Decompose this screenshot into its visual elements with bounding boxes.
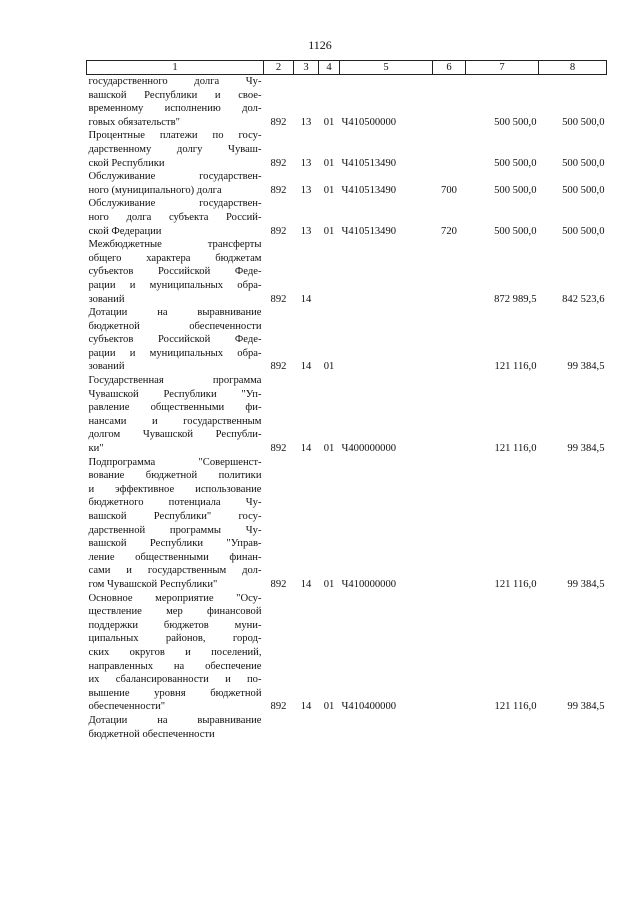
row-amount-year-1: 121 116,0 — [494, 361, 537, 373]
row-name-line: ципальных районов, город- — [88, 633, 262, 645]
row-section-code — [294, 714, 319, 741]
row-target-article: Ч410513490 — [341, 225, 397, 237]
table-row — [87, 238, 607, 306]
table-row — [87, 456, 607, 592]
row-amount-year-1: 872 989,5 — [494, 293, 537, 305]
row-amount-year-2: 500 500,0 — [562, 184, 605, 196]
row-section-code: 14 — [300, 443, 312, 455]
row-chapter-code: 892 — [270, 116, 287, 128]
row-name — [87, 306, 264, 374]
row-name — [87, 456, 264, 592]
column-header-8: 8 — [539, 61, 607, 75]
row-name-line: гом Чувашской Республики" — [88, 578, 218, 590]
row-target-article — [340, 306, 433, 374]
row-expense-type — [433, 456, 466, 592]
row-expense-type — [433, 238, 466, 306]
row-name-line: направленных на обеспечение — [88, 660, 262, 672]
row-amount-year-1: 121 116,0 — [494, 701, 537, 713]
row-name-line: их сбалансированности и по- — [88, 674, 262, 686]
row-subsection-code: 01 — [323, 225, 335, 237]
table-row — [87, 75, 607, 130]
row-name-line: ки" — [88, 443, 104, 455]
row-section-code: 14 — [300, 361, 312, 373]
row-expense-type — [433, 592, 466, 714]
row-target-article: Ч410513490 — [341, 157, 397, 169]
row-subsection-code — [319, 238, 340, 306]
row-subsection-code — [319, 714, 340, 741]
budget-table — [86, 60, 607, 741]
row-name-line: нансами и государственным — [88, 415, 262, 427]
row-name-line: Дотации на выравнивание — [88, 714, 262, 726]
row-amount-year-1: 500 500,0 — [494, 116, 537, 128]
row-section-code: 14 — [300, 701, 312, 713]
row-subsection-code: 01 — [323, 184, 335, 196]
row-name-line: сами и государственным дол- — [88, 565, 262, 577]
table-row — [87, 170, 607, 197]
row-name-line: вашской Республики" госу- — [88, 511, 262, 522]
row-name-line: говых обязательств" — [88, 116, 180, 128]
column-header-7: 7 — [466, 61, 539, 75]
table-header-row — [87, 61, 607, 75]
row-name-line: рации и муниципальных обра- — [88, 279, 262, 291]
row-name-line: Чувашской Республики "Уп- — [88, 388, 262, 400]
row-section-code: 14 — [300, 293, 312, 305]
row-amount-year-2: 842 523,6 — [562, 293, 605, 305]
row-name — [87, 170, 264, 197]
row-name-line: субъектов Российской Феде- — [88, 266, 262, 278]
row-section-code: 13 — [300, 157, 312, 169]
column-header-1: 1 — [87, 61, 264, 75]
row-target-article — [340, 714, 433, 741]
row-name-line: ских округов и поселений, — [88, 646, 262, 658]
row-name-line: Обслуживание государствен- — [88, 198, 262, 210]
row-amount-year-1: 500 500,0 — [494, 184, 537, 196]
row-amount-year-2: 99 384,5 — [567, 578, 605, 590]
row-name-line: вашской Республики и свое- — [88, 89, 262, 101]
page-number: 1126 — [308, 38, 332, 52]
row-name-line: и эффективное использование — [88, 483, 262, 495]
row-name-line: ской Республики — [88, 157, 165, 169]
row-name-line: Дотации на выравнивание — [88, 307, 262, 319]
row-expense-type — [433, 129, 466, 170]
row-subsection-code: 01 — [323, 443, 335, 455]
row-name-line: бюджетной обеспеченности — [88, 320, 262, 332]
table-row — [87, 197, 607, 238]
row-name-line: зований — [88, 361, 125, 373]
row-amount-year-2: 500 500,0 — [562, 157, 605, 169]
row-chapter-code: 892 — [270, 157, 287, 169]
row-expense-type — [433, 306, 466, 374]
row-amount-year-1: 500 500,0 — [494, 225, 537, 237]
row-section-code: 13 — [300, 116, 312, 128]
row-name — [87, 75, 264, 130]
row-expense-type — [433, 75, 466, 130]
row-name-line: рации и муниципальных обра- — [88, 347, 262, 359]
row-target-article: Ч410000000 — [341, 578, 397, 590]
row-name-line: ного долга субъекта Россий- — [88, 211, 262, 223]
row-name-line: Основное мероприятие "Осу- — [88, 592, 262, 604]
column-header-6: 6 — [433, 61, 466, 75]
row-section-code: 13 — [300, 184, 312, 196]
row-amount-year-1: 121 116,0 — [494, 443, 537, 455]
row-target-article: Ч410500000 — [341, 116, 397, 128]
row-name-line: обеспеченности" — [88, 701, 166, 713]
row-amount-year-2 — [539, 714, 607, 741]
row-name-line: ного (муниципального) долга — [88, 184, 222, 196]
row-amount-year-2: 99 384,5 — [567, 701, 605, 713]
row-name-line: дарственной программы Чу- — [88, 524, 262, 536]
row-name-line: Государственная программа — [88, 375, 262, 387]
table-row — [87, 374, 607, 456]
row-amount-year-2: 500 500,0 — [562, 225, 605, 237]
row-name-line: государственного долга Чу- — [88, 76, 262, 87]
row-name-line: общего характера бюджетам — [88, 252, 262, 264]
row-amount-year-2: 99 384,5 — [567, 443, 605, 455]
row-amount-year-2: 99 384,5 — [567, 361, 605, 373]
row-subsection-code: 01 — [323, 578, 335, 590]
column-header-5: 5 — [340, 61, 433, 75]
row-name-line: равление общественными фи- — [88, 402, 262, 414]
row-amount-year-1: 121 116,0 — [494, 578, 537, 590]
row-name-line: зований — [88, 293, 125, 305]
row-chapter-code — [264, 714, 294, 741]
row-amount-year-1 — [466, 714, 539, 741]
row-subsection-code: 01 — [323, 361, 335, 373]
row-target-article: Ч410513490 — [341, 184, 397, 196]
row-name-line: Межбюджетные трансферты — [88, 239, 262, 251]
row-chapter-code: 892 — [270, 443, 287, 455]
row-name-line: временному исполнению дол- — [88, 103, 262, 115]
row-name-line: Обслуживание государствен- — [88, 171, 262, 183]
row-name-line: Процентные платежи по госу- — [88, 130, 262, 142]
row-amount-year-1: 500 500,0 — [494, 157, 537, 169]
row-name-line: бюджетного потенциала Чу- — [88, 497, 262, 509]
table-row — [87, 592, 607, 714]
row-subsection-code: 01 — [323, 116, 335, 128]
row-name-line: ществление мер финансовой — [88, 606, 262, 618]
row-name-line: вашской Республики "Управ- — [88, 538, 262, 550]
row-expense-type — [433, 714, 466, 741]
row-section-code: 14 — [300, 578, 312, 590]
row-name — [87, 197, 264, 238]
row-subsection-code: 01 — [323, 157, 335, 169]
row-chapter-code: 892 — [270, 293, 287, 305]
row-target-article: Ч400000000 — [341, 443, 397, 455]
row-name-line: ской Федерации — [88, 225, 162, 237]
row-expense-type: 720 — [441, 225, 457, 237]
row-name-line: бюджетной обеспеченности — [88, 728, 215, 740]
table-row — [87, 306, 607, 374]
column-header-2: 2 — [264, 61, 294, 75]
row-name — [87, 592, 264, 714]
row-name — [87, 714, 264, 741]
row-expense-type — [433, 374, 466, 456]
row-target-article — [340, 238, 433, 306]
row-subsection-code: 01 — [323, 701, 335, 713]
row-chapter-code: 892 — [270, 701, 287, 713]
row-name-line: дарственному долгу Чуваш- — [88, 143, 262, 155]
row-name-line: вование бюджетной политики — [88, 470, 262, 482]
column-header-3: 3 — [294, 61, 319, 75]
row-name — [87, 129, 264, 170]
row-name-line: Подпрограмма "Совершенст- — [88, 456, 262, 468]
row-chapter-code: 892 — [270, 578, 287, 590]
row-chapter-code: 892 — [270, 184, 287, 196]
row-name-line: субъектов Российской Феде- — [88, 334, 262, 346]
table-row — [87, 129, 607, 170]
row-section-code: 13 — [300, 225, 312, 237]
row-chapter-code: 892 — [270, 225, 287, 237]
row-name-line: вышение уровня бюджетной — [88, 687, 262, 699]
row-name — [87, 238, 264, 306]
row-name-line: долгом Чувашской Республи- — [88, 429, 262, 441]
row-amount-year-2: 500 500,0 — [562, 116, 605, 128]
row-target-article: Ч410400000 — [341, 701, 397, 713]
row-expense-type: 700 — [441, 184, 457, 196]
row-chapter-code: 892 — [270, 361, 287, 373]
table-row — [87, 714, 607, 741]
row-name — [87, 374, 264, 456]
column-header-4: 4 — [319, 61, 340, 75]
row-name-line: поддержки бюджетов муни- — [88, 619, 262, 631]
row-name-line: ление общественными финан- — [88, 551, 262, 563]
